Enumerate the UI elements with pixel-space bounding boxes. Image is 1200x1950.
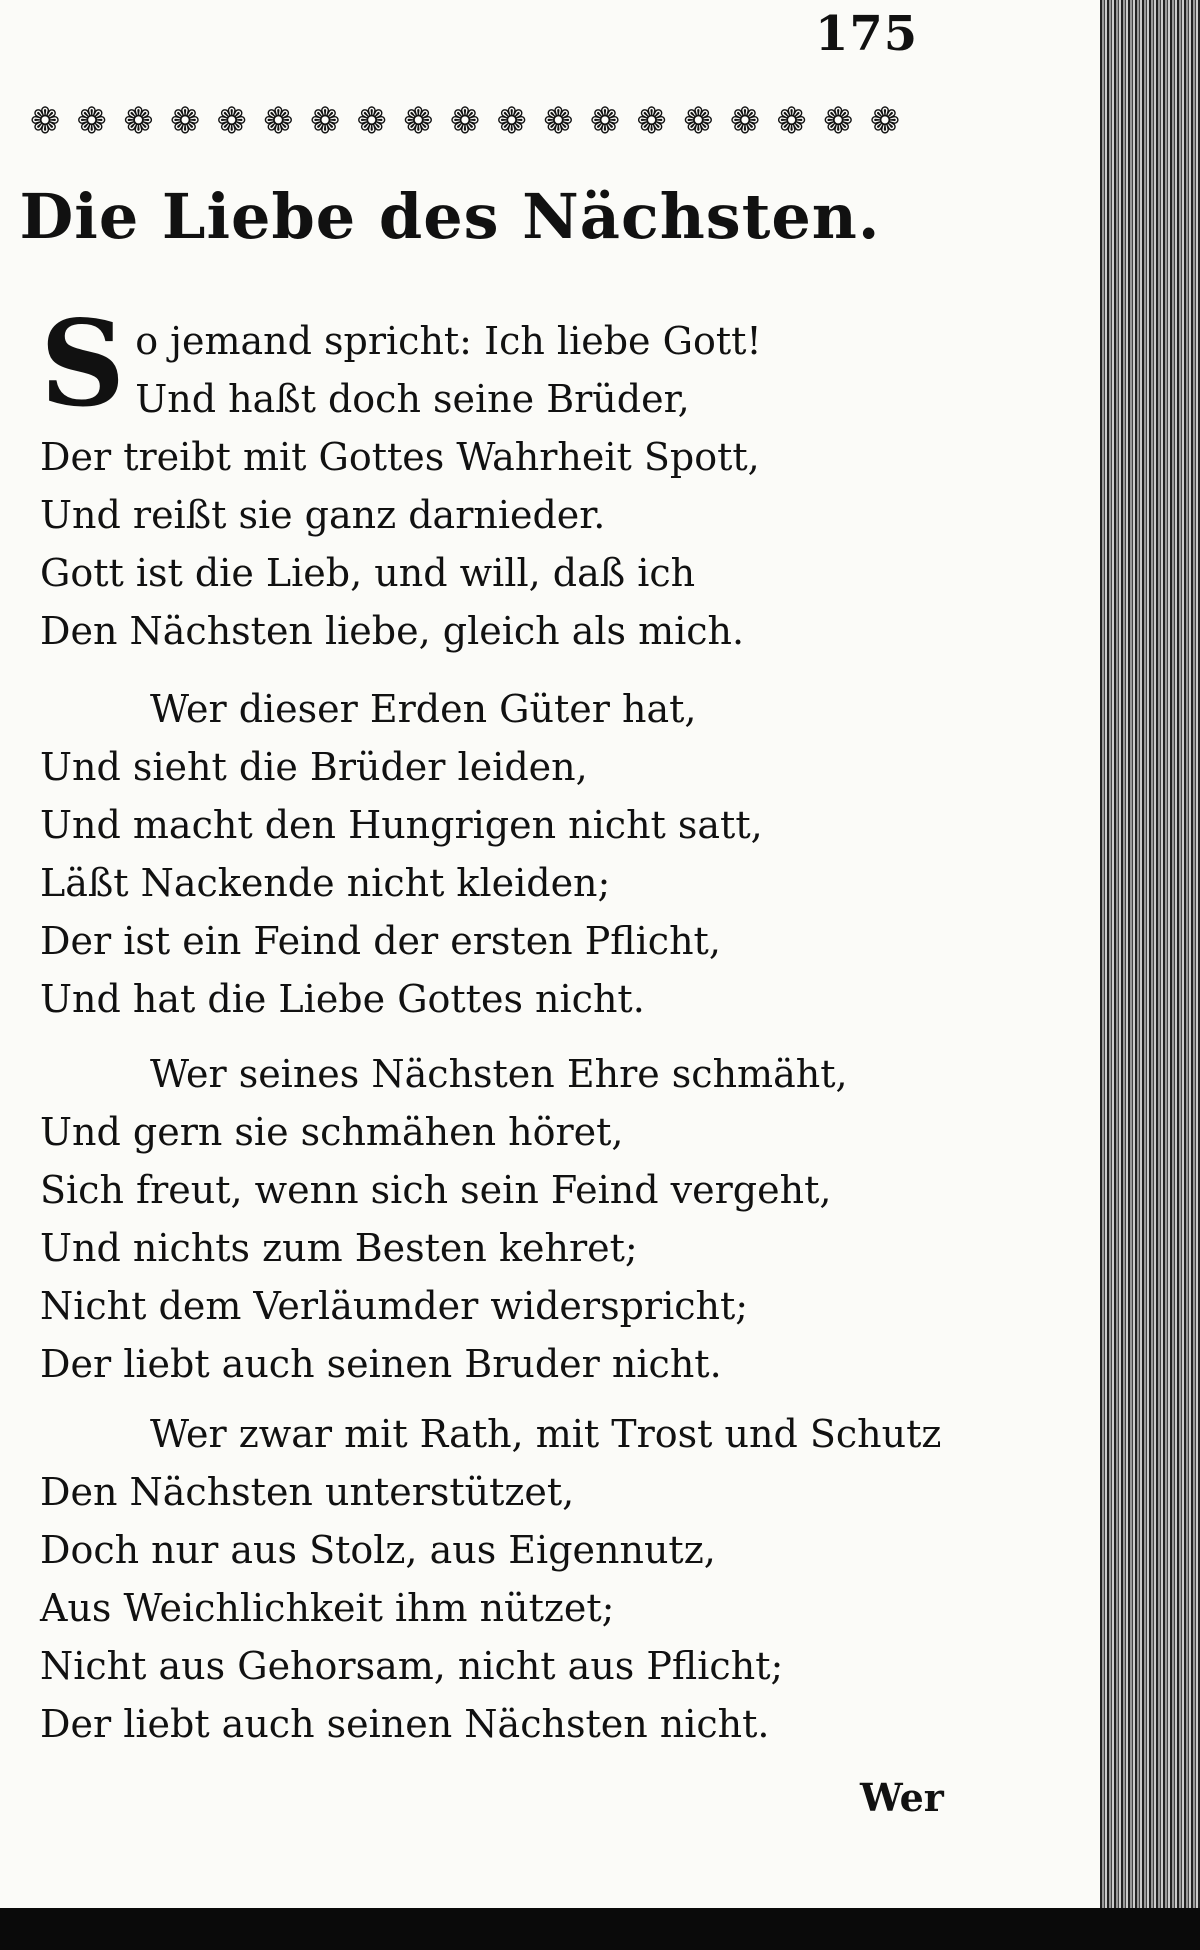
flower-ornament-icon: ❁: [76, 101, 107, 142]
catchword: Wer: [860, 1775, 944, 1820]
flower-ornament-icon: ❁: [776, 101, 807, 142]
verse-line: Und sieht die Brüder leiden,: [40, 745, 588, 789]
flower-ornament-icon: ❁: [449, 101, 481, 142]
flower-ornament-icon: ❁: [30, 101, 61, 142]
verse-line: Und nichts zum Besten kehret;: [40, 1226, 638, 1270]
verse-line: Und gern sie schmähen höret,: [40, 1110, 624, 1154]
poem-title: Die Liebe des Nächsten.: [19, 180, 881, 253]
verse-line: o jemand spricht: Ich liebe Gott!: [135, 319, 762, 363]
book-spine-edge: [1100, 0, 1200, 1950]
verse-line: Wer seines Nächsten Ehre schmäht,: [150, 1052, 848, 1096]
verse-line: Wer zwar mit Rath, mit Trost und Schutz: [150, 1412, 942, 1456]
flower-ornament-icon: ❁: [356, 101, 387, 142]
verse-line: Der ist ein Feind der ersten Pflicht,: [40, 919, 721, 963]
flower-ornament-icon: ❁: [403, 101, 434, 142]
stanza-1: [40, 294, 940, 660]
verse-line: Der treibt mit Gottes Wahrheit Spott,: [40, 435, 760, 479]
scan-bottom-border: [0, 1908, 1200, 1950]
drop-cap: S: [40, 294, 126, 433]
flower-ornament-icon: ❁: [683, 101, 714, 142]
flower-ornament-icon: ❁: [263, 101, 294, 142]
flower-ornament-icon: ❁: [869, 101, 900, 142]
ornament-border: [30, 100, 900, 144]
flower-ornament-icon: ❁: [216, 101, 247, 142]
verse-line: Und hat die Liebe Gottes nicht.: [40, 977, 645, 1021]
stanza-3: [40, 1045, 940, 1393]
verse-line: Doch nur aus Stolz, aus Eigennutz,: [40, 1528, 716, 1572]
stanza-4: [40, 1405, 940, 1753]
verse-line: Der liebt auch seinen Nächsten nicht.: [40, 1702, 770, 1746]
flower-ornament-icon: ❁: [589, 101, 621, 142]
verse-line: Wer dieser Erden Güter hat,: [150, 687, 697, 731]
verse-line: Gott ist die Lieb, und will, daß ich: [40, 551, 696, 595]
verse-line: Läßt Nackende nicht kleiden;: [40, 861, 611, 905]
verse-line: Und macht den Hungrigen nicht satt,: [40, 803, 763, 847]
verse-line: Den Nächsten unterstützet,: [40, 1470, 575, 1514]
verse-line: Nicht dem Verläumder widerspricht;: [40, 1284, 749, 1328]
page-number: 175: [815, 6, 919, 62]
flower-ornament-icon: ❁: [169, 101, 201, 142]
flower-ornament-icon: ❁: [309, 101, 341, 142]
verse-line: Und reißt sie ganz darnieder.: [40, 493, 606, 537]
flower-ornament-icon: ❁: [823, 101, 854, 142]
verse-line: Der liebt auch seinen Bruder nicht.: [40, 1342, 722, 1386]
verse-line: Den Nächsten liebe, gleich als mich.: [40, 609, 745, 653]
verse-line: Aus Weichlichkeit ihm nützet;: [40, 1586, 615, 1630]
verse-line: Sich freut, wenn sich sein Feind vergeht,: [40, 1168, 832, 1212]
flower-ornament-icon: ❁: [543, 101, 574, 142]
verse-line: Und haßt doch seine Brüder,: [135, 377, 690, 421]
flower-ornament-icon: ❁: [496, 101, 527, 142]
flower-ornament-icon: ❁: [636, 101, 667, 142]
stanza-2: [40, 680, 940, 1028]
verse-line: Nicht aus Gehorsam, nicht aus Pflicht;: [40, 1644, 784, 1688]
flower-ornament-icon: ❁: [123, 101, 154, 142]
flower-ornament-icon: ❁: [729, 101, 761, 142]
